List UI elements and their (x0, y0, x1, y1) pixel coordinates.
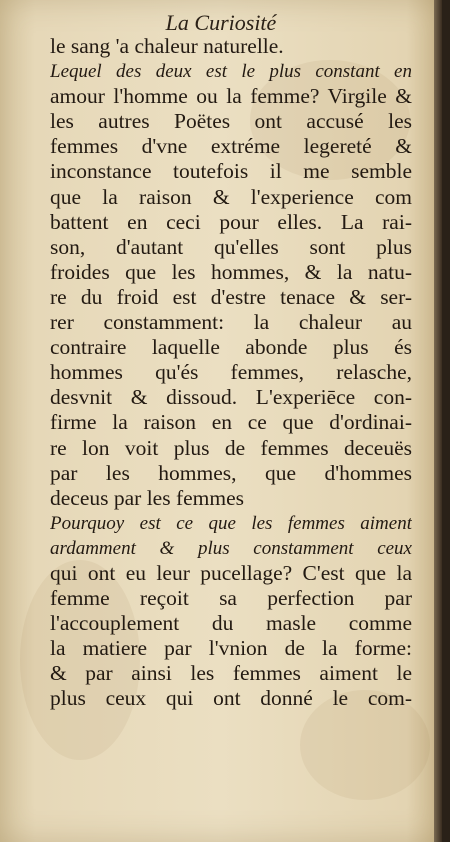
text-line: rer constamment: la chaleur au (50, 310, 412, 335)
text-line: firme la raison en ce que d'ordinai- (50, 410, 412, 435)
text-line: froides que les hommes, & la natu- (50, 259, 412, 284)
text-line: amour l'homme ou la femme? Virgile & (50, 84, 412, 109)
text-line: les autres Poëtes ont accusé les (50, 109, 412, 134)
page-edge (434, 0, 442, 842)
text-line: plus ceux qui ont donné le com- (50, 686, 412, 711)
text-line: femme reçoit sa perfection par (50, 586, 412, 611)
text-line: desvnit & dissoud. L'experiēce con- (50, 385, 412, 410)
text-line: par les hommes, que d'hommes (50, 460, 412, 485)
text-line: hommes qu'és femmes, relasche, (50, 360, 412, 385)
text-line: qui ont eu leur pucellage? C'est que la (50, 560, 412, 585)
text-line: Pourquoy est ce que les femmes aiment (50, 512, 412, 534)
body-text (50, 34, 412, 712)
text-line: re du froid est d'estre tenace & ser- (50, 284, 412, 309)
text-line: que la raison & l'experience com (50, 184, 412, 209)
text-line: Lequel des deux est le plus constant en (50, 61, 412, 83)
text-line: son, d'autant qu'elles sont plus (50, 234, 412, 259)
text-line: la matiere par l'vnion de la forme: (50, 636, 412, 661)
text-line: re lon voit plus de femmes deceuës (50, 435, 412, 460)
text-line: ardamment & plus constamment ceux (50, 537, 412, 559)
text-line: battent en ceci pour elles. La rai- (50, 209, 412, 234)
text-line: femmes d'vne extréme legereté & (50, 134, 412, 159)
text-line: le sang 'a chaleur naturelle. (50, 34, 284, 58)
text-line: l'accouplement du masle comme (50, 611, 412, 636)
text-line: & par ainsi les femmes aiment le (50, 661, 412, 686)
text-line: contraire laquelle abonde plus és (50, 335, 412, 360)
text-line: inconstance toutefois il me semble (50, 159, 412, 184)
text-line: deceus par les femmes (50, 485, 245, 510)
running-title: La Curiosité (165, 10, 277, 35)
